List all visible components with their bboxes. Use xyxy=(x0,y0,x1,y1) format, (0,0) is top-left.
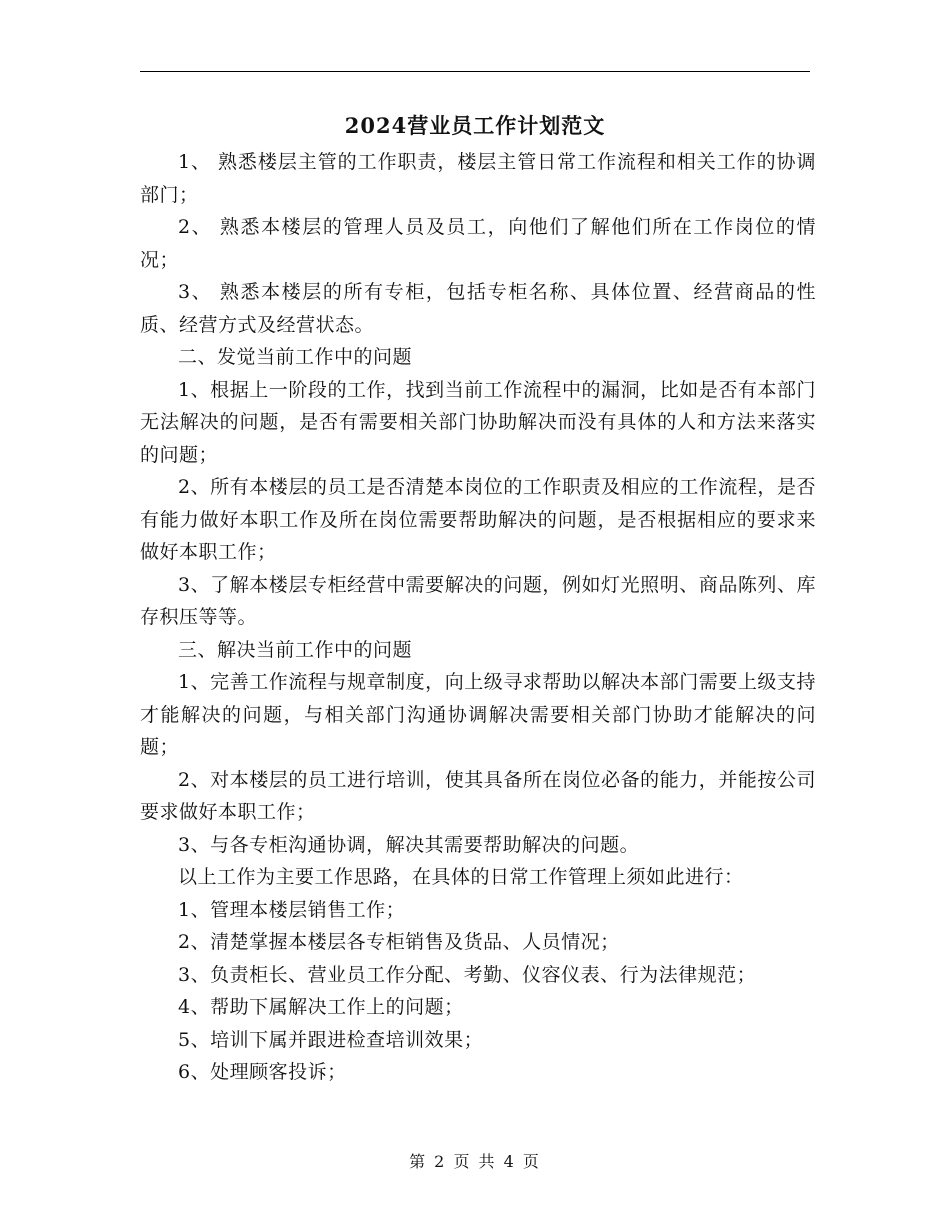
paragraph-2: 2、 熟悉本楼层的管理人员及员工，向他们了解他们所在工作岗位的情况； xyxy=(140,216,816,271)
paragraph-10: 2、对本楼层的员工进行培训，使其具备所在岗位必备的能力，并能按公司要求做好本职工作； xyxy=(140,768,816,823)
paragraph-1: 1、 熟悉楼层主管的工作职责，楼层主管日常工作流程和相关工作的协调部门； xyxy=(140,151,816,206)
header-rule xyxy=(140,71,810,72)
list-item-3: 3、负责柜长、营业员工作分配、考勤、仪容仪表、行为法律规范； xyxy=(178,963,757,986)
list-item-5: 5、培训下属并跟进检查培训效果； xyxy=(178,1028,484,1051)
list-item-6: 6、处理顾客投诉； xyxy=(178,1061,347,1083)
paragraph-9: 1、完善工作流程与规章制度，向上级寻求帮助以解决本部门需要上级支持才能解决的问题，与相关部门沟通协调解决需要相关部门协助才能解决的问题； xyxy=(140,671,816,758)
paragraph-11: 3、与各专柜沟通协调，解决其需要帮助解决的问题。 xyxy=(178,833,640,856)
paragraph-12: 以上工作为主要工作思路，在具体的日常工作管理上须如此进行： xyxy=(178,866,744,888)
list-item-2: 2、清楚掌握本楼层各专柜销售及货品、人员情况； xyxy=(178,931,620,953)
section-heading-3: 三、解决当前工作中的问题 xyxy=(178,638,413,661)
paragraph-3: 3、 熟悉本楼层的所有专柜，包括专柜名称、具体位置、经营商品的性质、经营方式及经营状态。 xyxy=(140,281,816,336)
document-title: 2024营业员工作计划范文 xyxy=(344,113,606,138)
list-item-4: 4、帮助下属解决工作上的问题； xyxy=(178,996,464,1018)
page-number-footer: 第 2 页 共 4 页 xyxy=(409,1152,541,1171)
paragraph-7: 3、了解本楼层专柜经营中需要解决的问题，例如灯光照明、商品陈列、库存积压等等。 xyxy=(140,573,816,628)
document-body xyxy=(140,146,816,1089)
list-item-1: 1、管理本楼层销售工作； xyxy=(178,898,406,921)
section-heading-2: 二、发觉当前工作中的问题 xyxy=(178,346,413,368)
paragraph-5: 1、根据上一阶段的工作，找到当前工作流程中的漏洞，比如是否有本部门无法解决的问题，是否有需要相关部门协助解决而没有具体的人和方法来落实的问题； xyxy=(140,378,816,466)
paragraph-6: 2、所有本楼层的员工是否清楚本岗位的工作职责及相应的工作流程，是否有能力做好本职工作及所在岗位需要帮助解决的问题，是否根据相应的要求来做好本职工作； xyxy=(140,476,816,563)
